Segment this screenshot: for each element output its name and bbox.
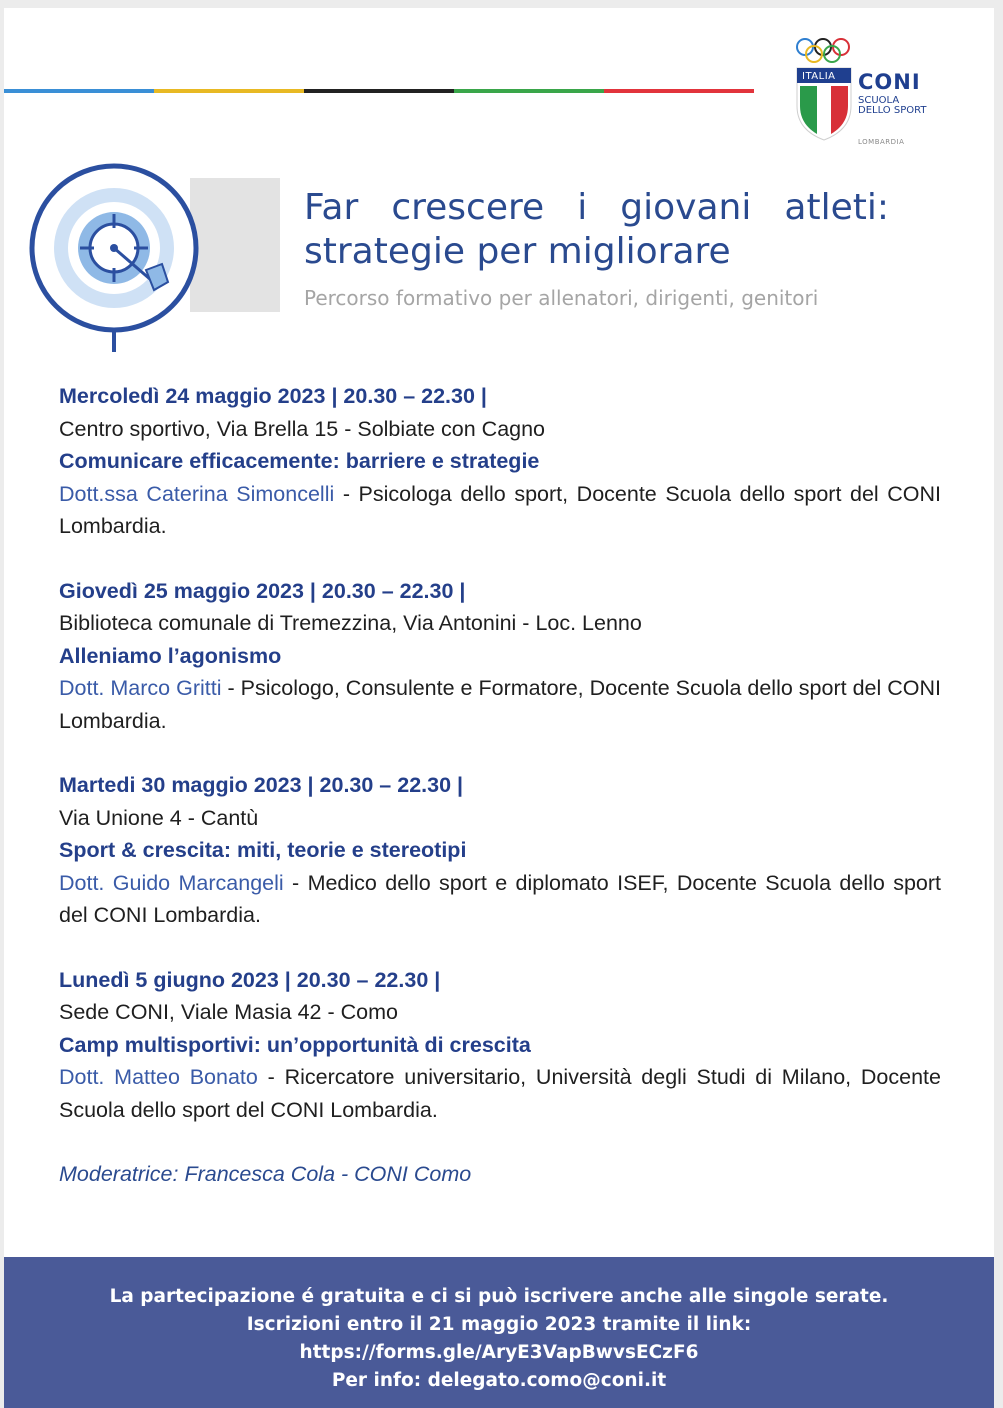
line-segment-green bbox=[454, 89, 604, 93]
flyer-page bbox=[4, 8, 994, 1408]
line-segment-blue bbox=[4, 89, 154, 93]
coni-logo bbox=[792, 34, 952, 164]
page-title bbox=[304, 186, 889, 274]
event-place: Centro sportivo, Via Brella 15 - Solbiate con Cagno bbox=[59, 416, 546, 441]
footer-banner bbox=[4, 1257, 994, 1408]
title-word: atleti: bbox=[784, 187, 889, 228]
event-topic: Camp multisportivi: un’opportunità di crescita bbox=[59, 1032, 531, 1057]
event-topic: Sport & crescita: miti, teorie e stereotipi bbox=[59, 838, 467, 862]
logo-country: ITALIA bbox=[802, 71, 836, 82]
footer-registration: Iscrizioni entro il 21 maggio 2023 tramite il link: bbox=[246, 1314, 752, 1335]
event-item bbox=[59, 380, 941, 543]
event-speaker: Dott.ssa Caterina Simoncelli bbox=[59, 481, 335, 506]
event-speaker: Dott. Guido Marcangeli bbox=[59, 870, 284, 895]
event-description bbox=[59, 672, 941, 737]
event-place: Via Unione 4 - Cantù bbox=[59, 805, 259, 830]
logo-brand: CONI bbox=[858, 70, 921, 94]
event-item bbox=[59, 964, 941, 1127]
event-place: Biblioteca comunale di Tremezzina, Via Antonini - Loc. Lenno bbox=[59, 611, 642, 635]
event-speaker: Dott. Marco Gritti bbox=[59, 676, 222, 700]
logo-sub-line1: SCUOLA bbox=[858, 95, 900, 106]
title-word: Far bbox=[304, 187, 359, 228]
title-word: i bbox=[577, 187, 588, 228]
event-speaker-role: - Psicologa dello sport, Docente Scuola dello sport del CONI Lombardia. bbox=[59, 481, 941, 538]
event-list bbox=[59, 380, 941, 1191]
event-description bbox=[59, 867, 941, 932]
title-word: giovani bbox=[620, 187, 752, 228]
logo-subtitle bbox=[858, 96, 926, 116]
footer-info[interactable]: Per info: delegato.como@coni.it bbox=[331, 1370, 667, 1391]
event-speaker: Dott. Matteo Bonato bbox=[59, 1065, 258, 1089]
logo-region: LOMBARDIA bbox=[858, 138, 905, 146]
line-segment-yellow bbox=[154, 89, 304, 93]
header-color-line bbox=[4, 89, 754, 93]
footer-link[interactable]: https://forms.gle/AryE3VapBwvsECzF6 bbox=[299, 1342, 699, 1363]
event-topic: Alleniamo l’agonismo bbox=[59, 643, 282, 668]
event-date: Giovedì 25 maggio 2023 | 20.30 – 22.30 | bbox=[59, 578, 466, 603]
event-description bbox=[59, 1061, 941, 1126]
event-item bbox=[59, 575, 941, 738]
target-icon bbox=[28, 158, 288, 358]
event-place: Sede CONI, Viale Masia 42 - Como bbox=[59, 1000, 398, 1024]
title-line-2: strategie per migliorare bbox=[304, 231, 731, 272]
page-subtitle: Percorso formativo per allenatori, dirigenti, genitori bbox=[304, 286, 819, 310]
event-date: Mercoledì 24 maggio 2023 | 20.30 – 22.30 | bbox=[59, 384, 487, 408]
event-speaker-role: - Medico dello sport e diplomato ISEF, Docente Scuola dello sport del CONI Lombardia. bbox=[59, 870, 941, 927]
event-date: Martedi 30 maggio 2023 | 20.30 – 22.30 | bbox=[59, 773, 464, 797]
event-speaker-role: - Psicologo, Consulente e Formatore, Docente Scuola dello sport del CONI Lombardia. bbox=[59, 676, 942, 733]
event-description bbox=[59, 478, 941, 543]
event-date: Lunedì 5 giugno 2023 | 20.30 – 22.30 | bbox=[59, 967, 441, 992]
footer-participation: La partecipazione é gratuita e ci si può iscrivere anche alle singole serate. bbox=[109, 1286, 889, 1307]
event-topic: Comunicare efficacemente: barriere e strategie bbox=[59, 449, 540, 473]
title-word: crescere bbox=[391, 187, 545, 228]
line-segment-black bbox=[304, 89, 454, 93]
logo-sub-line2: DELLO SPORT bbox=[858, 105, 927, 116]
line-segment-red bbox=[604, 89, 754, 93]
title-line-1 bbox=[304, 186, 889, 230]
event-speaker-role: - Ricercatore universitario, Università degli Studi di Milano, Docente Scuola dello sport del CONI Lombardia. bbox=[59, 1065, 941, 1122]
event-item bbox=[59, 769, 941, 932]
moderator: Moderatrice: Francesca Cola - CONI Como bbox=[59, 1162, 472, 1186]
